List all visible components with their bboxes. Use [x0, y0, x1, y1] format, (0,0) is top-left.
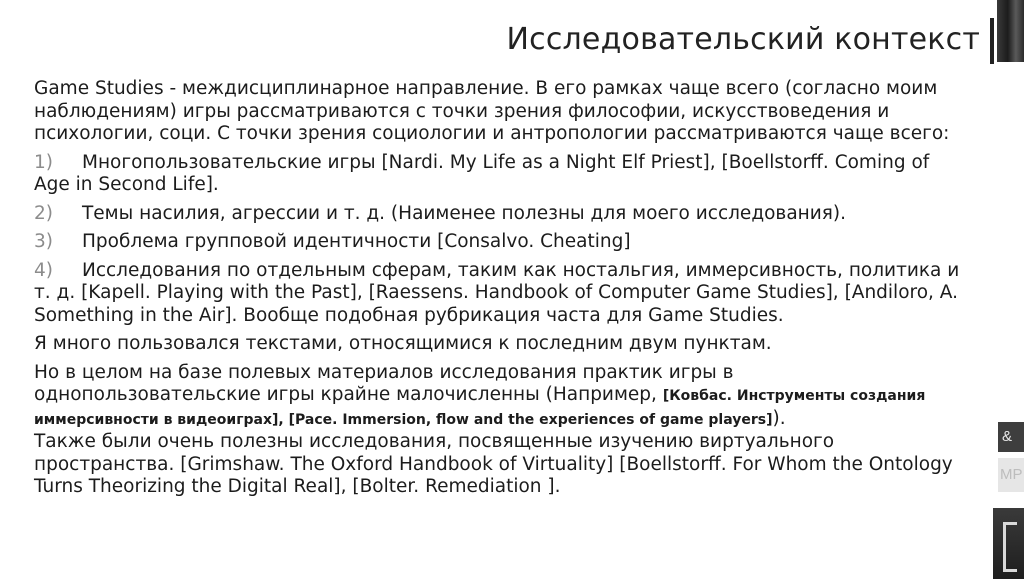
reference-pace: [Pace. Immersion, flow and the experiences of game players]	[288, 411, 773, 428]
list-item-text: Многопользовательские игры [Nardi. My Life as a Night Elf Priest], [Boellstorff. Coming of Age in Second Life].	[34, 151, 930, 195]
slide-body	[34, 78, 964, 505]
list-number: 3)	[34, 231, 53, 252]
fieldwork-end: ).	[772, 407, 786, 429]
list-item-text: Исследования по отдельным сферам, таким как ностальгия, иммерсивность, политика и т. д. [Kapell. Playing with the Past], [Raessens. Handbook of Computer Game Studies], [Andiloro, A. Something in the Air]. Вообще подобная рубрикация часта для Game Studies.	[34, 259, 960, 326]
list-number: 1)	[34, 151, 53, 173]
list-item	[34, 260, 964, 328]
reference-separator: ,	[278, 411, 289, 428]
fieldwork-text: Но в целом на базе полевых материалов исследования практик игры в однопользовательские игры крайне малочисленны (Например,	[34, 361, 734, 405]
title-accent-bar	[990, 18, 994, 64]
reference-kovbas: [Ковбас. Инструменты создания иммерсивности в видеоиграх]	[34, 388, 926, 428]
list-item	[34, 231, 964, 254]
corner-decoration	[997, 0, 1024, 62]
list-item	[34, 152, 964, 197]
list-number: 4)	[34, 259, 53, 281]
corner-decoration-bottom	[993, 508, 1024, 579]
slide-title: Исследовательский контекст	[506, 22, 980, 57]
list-item	[34, 203, 964, 226]
texts-paragraph: Я много пользовался текстами, относящимися к последним двум пунктам.	[34, 333, 772, 354]
intro-paragraph: Game Studies - междисциплинарное направление. В его рамках чаще всего (согласно моим наблюдениям) игры рассматриваются с точки зрения философии, искусствоведения и психологии, соци. С точки зрения социологии и антропологии рассматриваются чаще всего:	[34, 78, 950, 144]
list-item-text: Проблема групповой идентичности [Consalvo. Cheating]	[82, 231, 631, 252]
side-tab-amp: &	[998, 422, 1024, 452]
list-number: 2)	[34, 202, 53, 224]
bracket-icon	[1003, 522, 1017, 572]
fieldwork-paragraph	[34, 362, 964, 432]
side-tab-mp: MP	[998, 458, 1024, 492]
list-item-text: Темы насилия, агрессии и т. д. (Наименее полезны для моего исследования).	[82, 202, 847, 224]
virtuality-paragraph: Также были очень полезны исследования, посвященные изучению виртуального пространства. [Grimshaw. The Oxford Handbook of Virtuality] [Boellstorff. For Whom the Ontology Turns Theorizing the Digital Real], [Bolter. Remediation ].	[34, 431, 953, 497]
